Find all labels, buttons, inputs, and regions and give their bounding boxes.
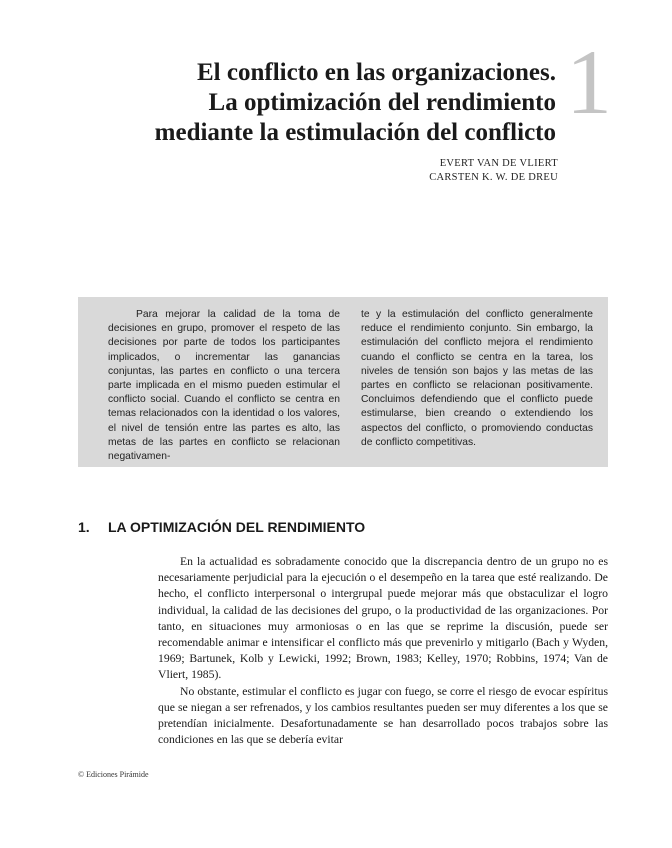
chapter-title-line-3: mediante la estimulación del conflicto	[154, 119, 556, 146]
section-number: 1.	[78, 519, 90, 535]
section-title: LA OPTIMIZACIÓN DEL RENDIMIENTO	[108, 519, 366, 535]
copyright-footer: © Ediciones Pirámide	[78, 770, 149, 779]
paragraph: No obstante, estimular el conflicto es jugar con fuego, se corre el riesgo de evocar espíritus que se niegan a ser refrenados, y los cambios resultantes pueden ser muy diferentes a los que se pretendían inicialmente. Desafortunadamente se han desarrollado pocos trabajos sobre las condiciones en las que se debería evitar	[158, 684, 608, 747]
author-name: CARSTEN K. W. DE DREU	[429, 172, 558, 183]
chapter-number: 1	[566, 31, 612, 133]
abstract-box	[78, 297, 608, 467]
author-name: EVERT VAN DE VLIERT	[439, 158, 558, 169]
section-heading	[78, 519, 365, 535]
chapter-title-line-2: La optimización del rendimiento	[208, 89, 556, 116]
body-text	[158, 554, 608, 754]
abstract-column-1: Para mejorar la calidad de la toma de decisiones en grupo, promover el respeto de las decisiones por parte de todos los participantes implicados, o incrementar las ganancias conjuntas, las partes en conflicto o una tercera parte implicada en el mismo pueden estimular el conflicto social. Cuando el conflicto se centra en temas relacionados con la identidad o los valores, el nivel de tensión entre las partes es alto, las metas de las partes en conflicto se relacionan negativamen-	[108, 309, 340, 463]
chapter-title	[86, 58, 556, 148]
paragraph: En la actualidad es sobradamente conocido que la discrepancia dentro de un grupo no es necesariamente perjudicial para la ejecución o el desempeño en la tarea que esté realizando. De hecho, el conflicto interpersonal o intergrupal puede mejorar más que obstaculizar el logro individual, la calidad de las decisiones del grupo, o la productividad de las organizaciones. Por tanto, en situaciones muy armoniosas o en las que se reprime la discusión, puede ser recomendable animar e intensificar el conflicto más que prevenirlo y mitigarlo (Bach y Wyden, 1969; Bartunek, Kolb y Lewicki, 1992; Brown, 1983; Kelley, 1970; Robbins, 1974; Van de Vliert, 1985).	[158, 555, 608, 682]
abstract-column-2: te y la estimulación del conflicto generalmente reduce el rendimiento conjunto. Sin embargo, la estimulación del conflicto mejora el rendimiento cuando el conflicto se centra en la tarea, los niveles de tensión son bajos y las metas de las partes en conflicto se relacionan positivamente. Concluimos defendiendo que el conflicto puede estimularse, bien creando o extendiendo los aspectos del conflicto, o promoviendo conductas de conflicto competitivas.	[361, 309, 593, 448]
author-list	[429, 157, 558, 185]
chapter-title-line-1: El conflicto en las organizaciones.	[197, 59, 556, 86]
